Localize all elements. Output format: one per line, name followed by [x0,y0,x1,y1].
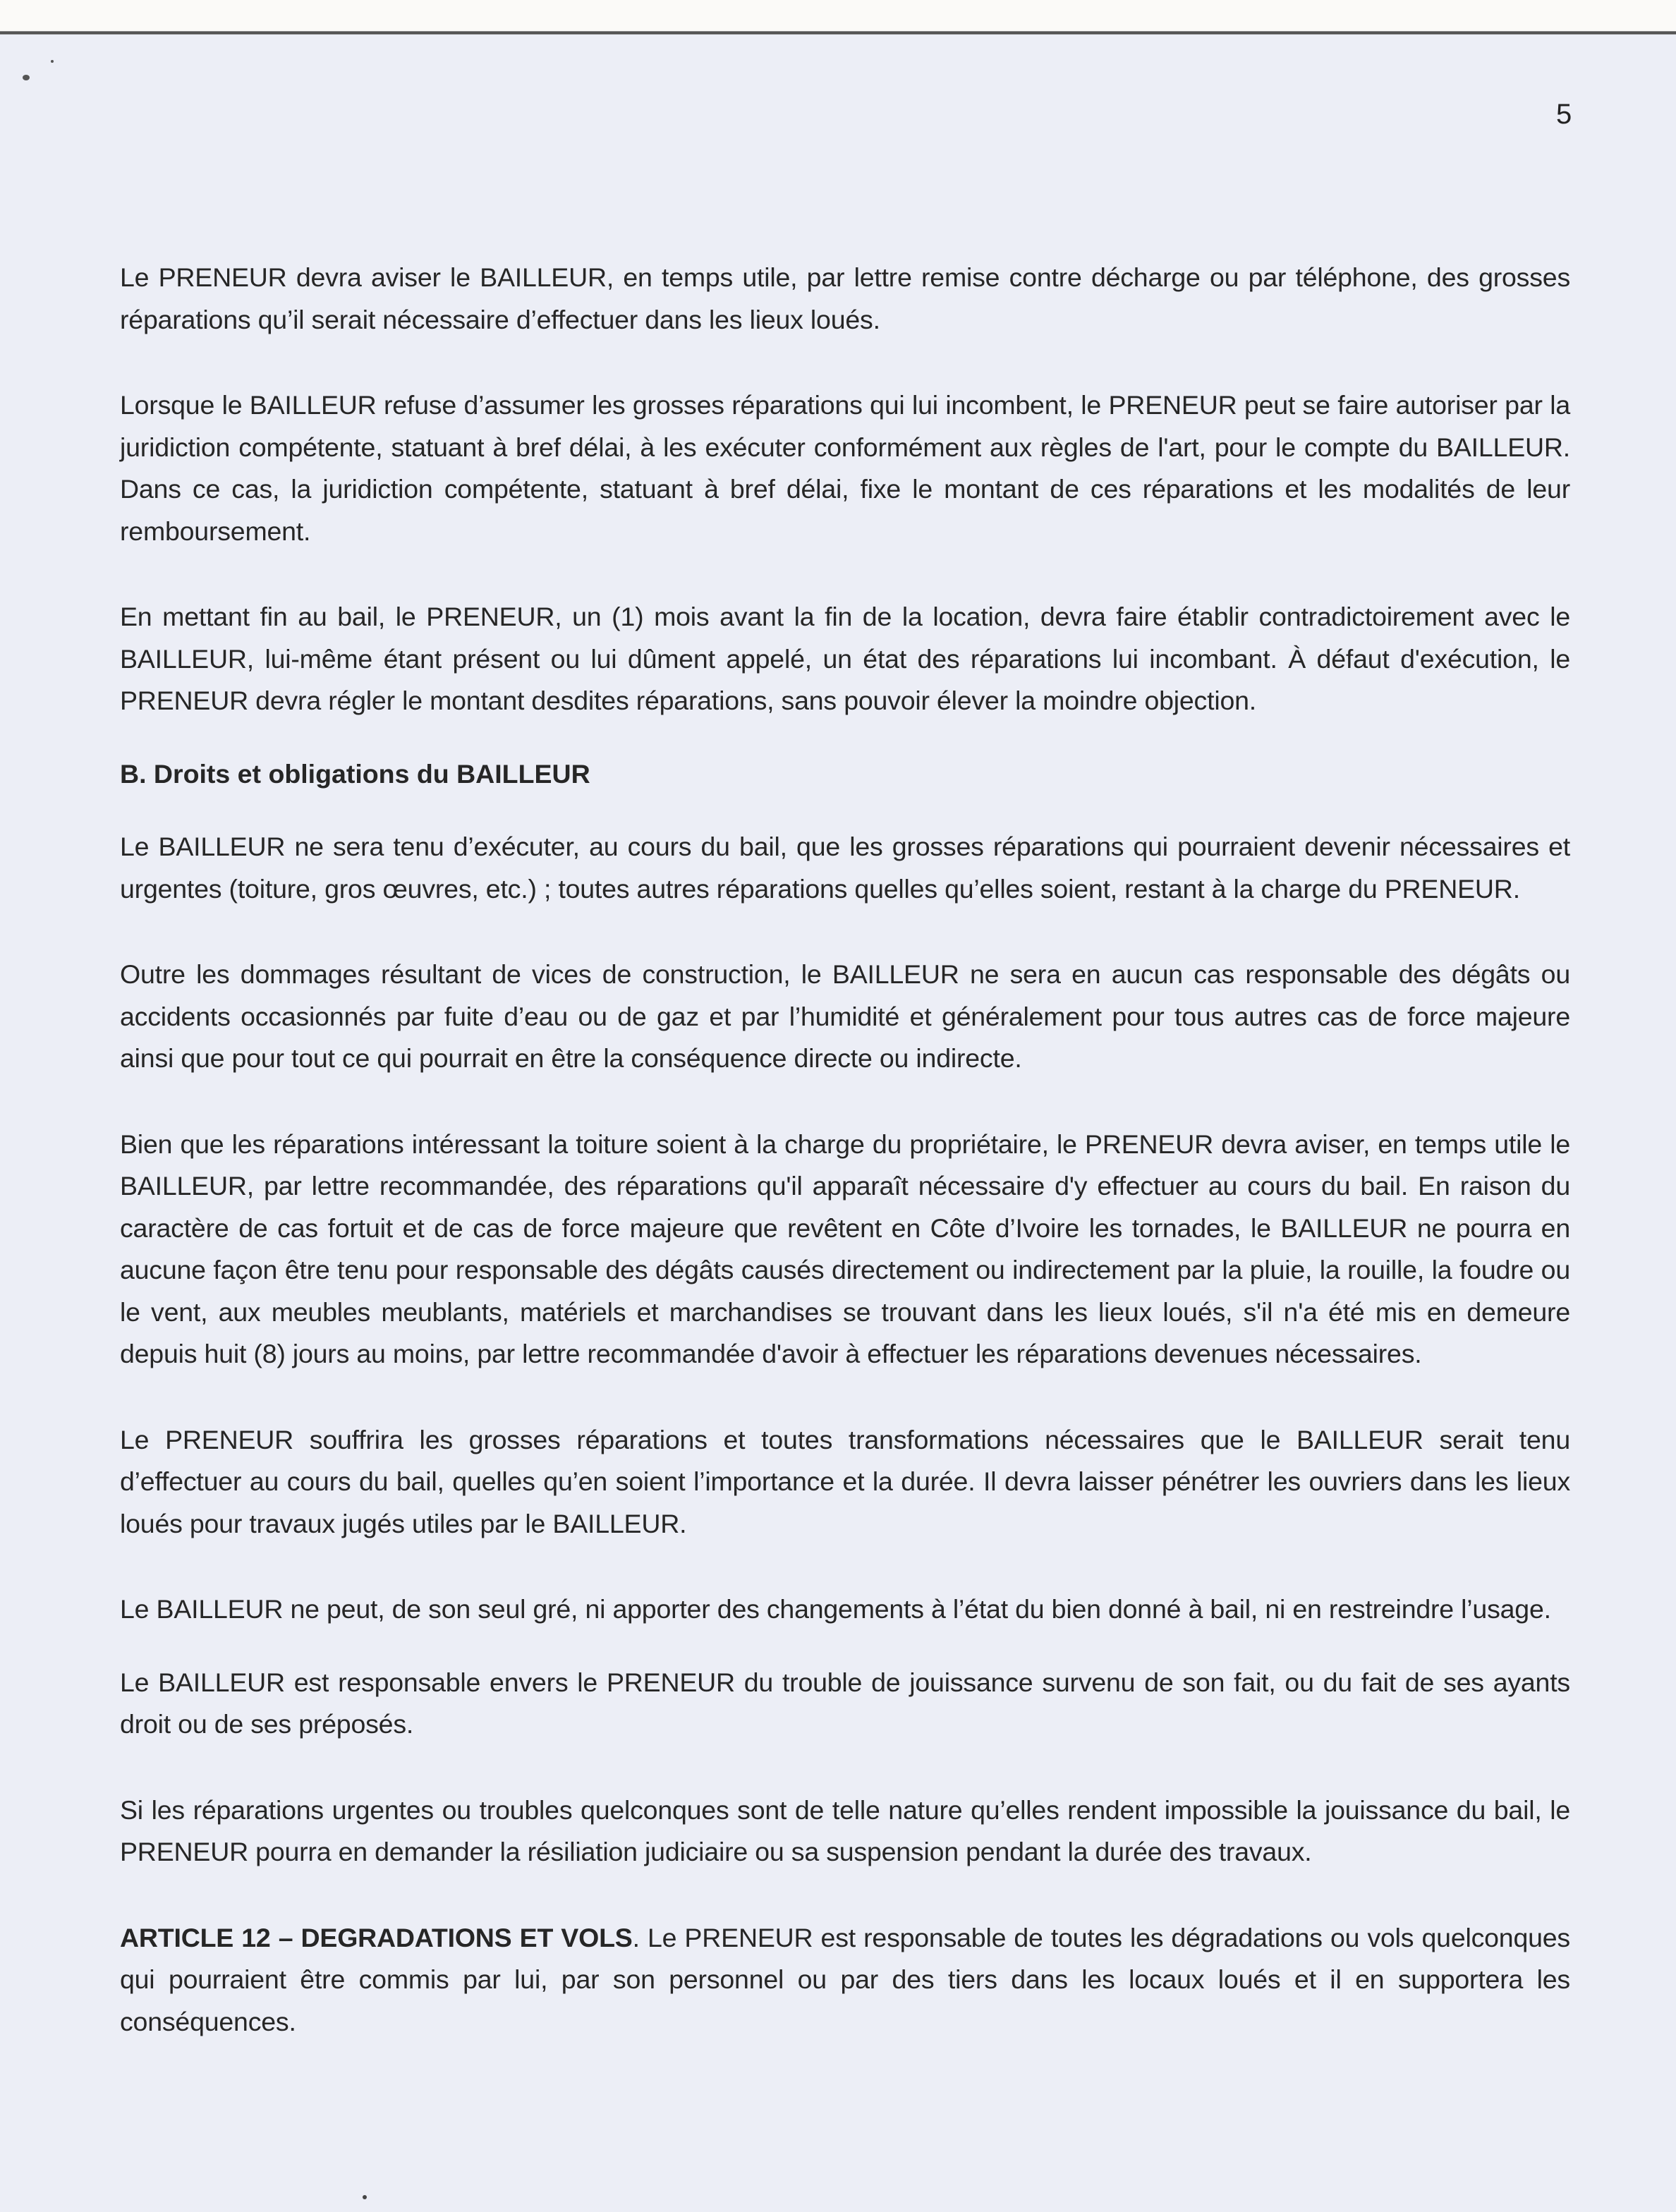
scan-speck [23,75,30,80]
paragraph-bailleur-refusal: Lorsque le BAILLEUR refuse d’assumer les grosses réparations qui lui incombent, le PRENEUR peut se faire autoriser par la juridiction compétente, statuant à bref délai, à les exécuter conformément aux règles de l'art, pour le compte du BAILLEUR. Dans ce cas, la juridiction compétente, statuant à bref délai, fixe le montant de ces réparations et les modalités de leur remboursement. [120,390,1570,546]
scan-top-margin [0,0,1676,31]
paragraph-tenant-endures-works: Le PRENEUR souffrira les grosses réparations et toutes transformations nécessaires que le BAILLEUR serait tenu d’effectuer au cours du bail, quelles qu’en soient l’importance et la durée. Il devra laisser pénétrer les ouvriers dans les lieux loués pour travaux jugés utiles par le BAILLEUR. [120,1424,1570,1538]
paragraph-notify-repairs: Le PRENEUR devra aviser le BAILLEUR, en temps utile, par lettre remise contre décharge ou par téléphone, des grosses réparations qu’il serait nécessaire d’effectuer dans les lieux loués. [120,262,1570,334]
section-heading-b: B. Droits et obligations du BAILLEUR [120,758,590,789]
scan-speck [51,60,54,63]
page-top-edge [0,31,1676,35]
document-body [120,257,1570,2086]
paragraph-construction-defects: Outre les dommages résultant de vices de construction, le BAILLEUR ne sera en aucun cas responsable des dégâts ou accidents occasionnés par fuite d’eau ou de gaz et par l’humidité et généralement pour tous autres cas de force majeure ainsi que pour tout ce qui pourrait en être la conséquence directe ou indirecte. [120,959,1570,1073]
page-number: 5 [1556,99,1572,130]
paragraph-end-of-lease-inspection: En mettant fin au bail, le PRENEUR, un (1) mois avant la fin de la location, devra faire établir contradictoirement avec le BAILLEUR, lui-même étant présent ou lui dûment appelé, un état des réparations lui incombant. À défaut d'exécution, le PRENEUR devra régler le montant desdites réparations, sans pouvoir élever la moindre objection. [120,602,1570,715]
paragraph-major-repairs: Le BAILLEUR ne sera tenu d’exécuter, au cours du bail, que les grosses réparations qui pourraient devenir nécessaires et urgentes (toiture, gros œuvres, etc.) ; toutes autres réparations quelles qu’elles soient, restant à la charge du PRENEUR. [120,832,1570,904]
scan-speck [363,2195,367,2199]
paragraph-roof-repairs: Bien que les réparations intéressant la toiture soient à la charge du propriétaire, le PRENEUR devra aviser, en temps utile le BAILLEUR, par lettre recommandée, des réparations qu'il apparaît nécessaire d'y effectuer au cours du bail. En raison du caractère de cas fortuit et de cas de force majeure que revêtent en Côte d’Ivoire les tornades, le BAILLEUR ne pourra en aucune façon être tenu pour responsable des dégâts causés directement ou indirectement par la pluie, la rouille, la foudre ou le vent, aux meubles meublants, matériels et marchandises se trouvant dans les lieux loués, s'il n'a été mis en demeure depuis huit (8) jours au moins, par lettre recommandée d'avoir à effectuer les réparations devenues nécessaires. [120,1129,1570,1368]
paragraph-resiliation: Si les réparations urgentes ou troubles quelconques sont de telle nature qu’elles rendent impossible la jouissance du bail, le PRENEUR pourra en demander la résiliation judiciaire ou sa suspension pendant la durée des travaux. [120,1794,1570,1866]
paragraph-liability-disturbance: Le BAILLEUR est responsable envers le PRENEUR du trouble de jouissance survenu de son fait, ou du fait de ses ayants droit ou de ses préposés. [120,1667,1570,1739]
article-12 [120,1917,1570,2043]
article-12-title: ARTICLE 12 – DEGRADATIONS ET VOLS [120,1922,633,1952]
paragraph-no-changes: Le BAILLEUR ne peut, de son seul gré, ni apporter des changements à l’état du bien donné à bail, ni en restreindre l’usage. [120,1594,1551,1624]
article-12-body: . Le PRENEUR est responsable de toutes les dégradations ou vols quelconques qui pourraient être commis par lui, par son personnel ou par des tiers dans les locaux loués et il en supportera les conséquences. [120,1922,1570,2036]
